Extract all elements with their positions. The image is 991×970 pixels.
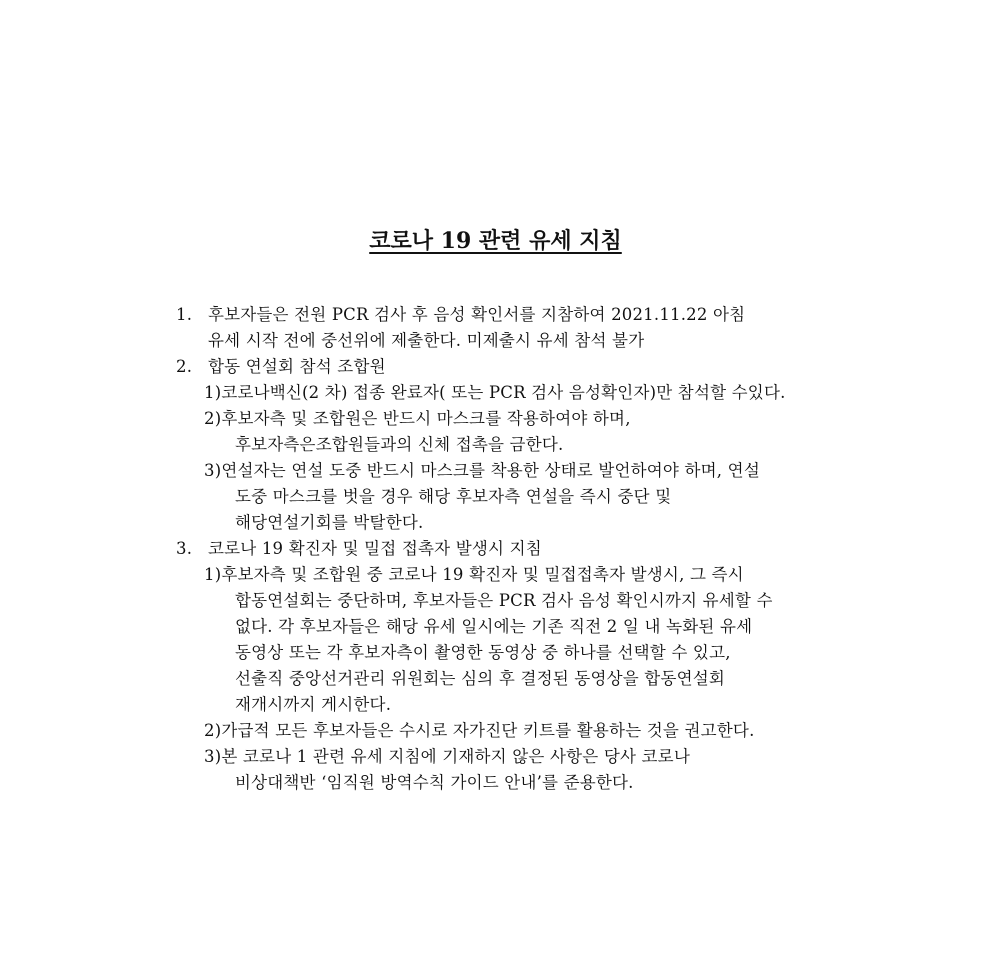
item-3-sub-1-line-4: 동영상 또는 각 후보자측이 촬영한 동영상 중 하나를 선택할 수 있고, bbox=[235, 643, 731, 662]
item-2-sub-3-line-1: 3)연설자는 연설 도중 반드시 마스크를 착용한 상태로 발언하여야 하며, 연설 bbox=[204, 461, 760, 480]
item-2-line-1 bbox=[176, 355, 386, 379]
item-3-sub-3-line-1: 3)본 코로나 1 관련 유세 지침에 기재하지 않은 사항은 당사 코로나 bbox=[204, 747, 690, 766]
item-2-sub-2-line-1: 2)후보자측 및 조합원은 반드시 마스크를 작용하여야 하며, bbox=[204, 409, 631, 428]
item-2-sub-2-line-2: 후보자측은조합원들과의 신체 접촉을 금한다. bbox=[235, 435, 564, 454]
item-3-sub-3-line-2: 비상대책반 ‘임직원 방역수칙 가이드 안내’를 준용한다. bbox=[235, 773, 634, 792]
item-2-number: 2. bbox=[176, 357, 193, 376]
item-1-text: 후보자들은 전원 PCR 검사 후 음성 확인서를 지참하여 2021.11.22 아침 bbox=[208, 305, 746, 324]
item-1-line-2: 유세 시작 전에 중선위에 제출한다. 미제출시 유세 참석 불가 bbox=[208, 331, 645, 350]
item-2-sub-3-line-2: 도중 마스크를 벗을 경우 해당 후보자측 연설을 즉시 중단 및 bbox=[235, 487, 672, 506]
item-3-text: 코로나 19 확진자 및 밀접 접촉자 발생시 지침 bbox=[208, 539, 542, 558]
item-3-sub-1-line-2: 합동연설회는 중단하며, 후보자들은 PCR 검사 음성 확인시까지 유세할 수 bbox=[235, 591, 773, 610]
item-2-sub-3-line-3: 해당연설기회를 박탈한다. bbox=[235, 513, 424, 532]
document-title: 코로나 19 관련 유세 지침 bbox=[369, 228, 622, 254]
item-3-number: 3. bbox=[176, 539, 193, 558]
item-2-sub-1: 1)코로나백신(2 차) 접종 완료자( 또는 PCR 검사 음성확인자)만 참석할 수있다. bbox=[204, 383, 786, 402]
item-1-number: 1. bbox=[176, 305, 193, 324]
item-3-sub-1-line-6: 재개시까지 게시한다. bbox=[235, 695, 392, 714]
item-3-sub-1-line-5: 선출직 중앙선거관리 위원회는 심의 후 결정된 동영상을 합동연설회 bbox=[235, 669, 726, 688]
item-2-text: 합동 연설회 참석 조합원 bbox=[208, 357, 386, 376]
item-3-sub-1-line-1: 1)후보자측 및 조합원 중 코로나 19 확진자 및 밀접접촉자 발생시, 그 즉시 bbox=[204, 565, 744, 584]
item-3-line-1 bbox=[176, 537, 542, 561]
item-1-line-1 bbox=[176, 303, 745, 327]
item-3-sub-2: 2)가급적 모든 후보자들은 수시로 자가진단 키트를 활용하는 것을 권고한다. bbox=[204, 721, 755, 740]
item-3-sub-1-line-3: 없다. 각 후보자들은 해당 유세 일시에는 기존 직전 2 일 내 녹화된 유세 bbox=[235, 617, 753, 636]
